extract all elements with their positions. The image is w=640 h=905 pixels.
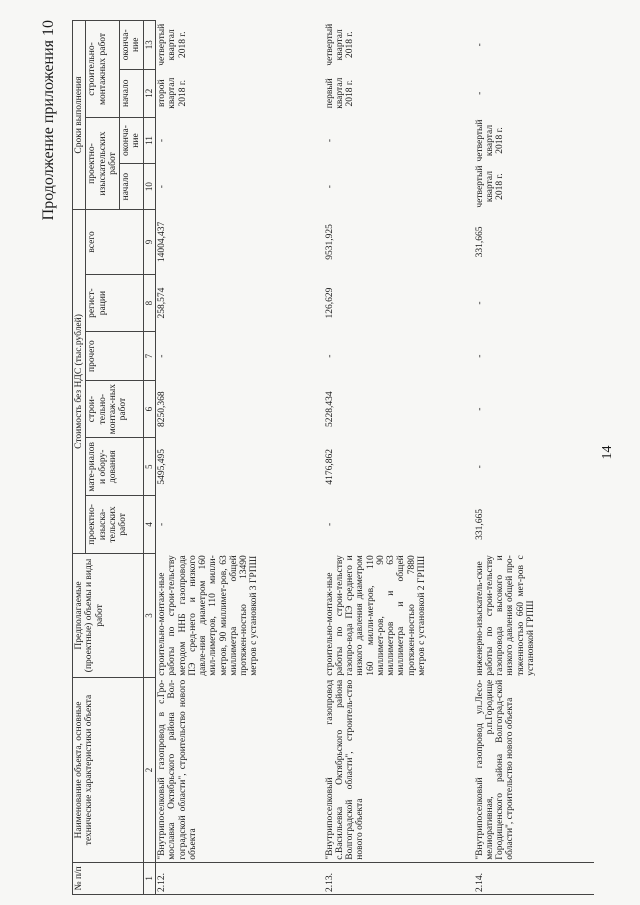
survey-start: - bbox=[324, 185, 335, 189]
cost-other: - bbox=[156, 332, 324, 380]
cost-other: - bbox=[474, 354, 485, 358]
row-number: 2.14. bbox=[474, 862, 594, 894]
object-name: "Внутрипоселковый газопровод в с.Гро-мославка Октябрьского района Вол-гоградской области", строительство нового объекта bbox=[156, 678, 324, 862]
column-number-row bbox=[143, 21, 156, 895]
column-number: 1 bbox=[143, 862, 156, 894]
cost-registration: 126,629 bbox=[324, 287, 335, 319]
column-number: 9 bbox=[143, 210, 156, 275]
page-number: 14 bbox=[600, 445, 615, 460]
row-number: 2.13. bbox=[324, 862, 474, 894]
header-cost-other: прочего bbox=[86, 332, 143, 380]
header-works: Предполагаемые (проектные) объемы и виды работ bbox=[73, 553, 144, 678]
cost-registration: 258,574 bbox=[156, 274, 324, 332]
row-number: 2.12. bbox=[156, 862, 324, 894]
header-construction-end: оконча-ние bbox=[120, 21, 144, 70]
header-cost-total: всего bbox=[86, 210, 143, 275]
cost-construction: - bbox=[474, 407, 485, 411]
header-construction-start: начало bbox=[120, 69, 144, 117]
column-number: 10 bbox=[143, 164, 156, 210]
cost-survey: 331,665 bbox=[474, 508, 485, 540]
header-cost-construction: строи-тельно-монтаж-ных работ bbox=[86, 380, 143, 438]
column-number: 8 bbox=[143, 274, 156, 332]
survey-start: четвертый квартал 2018 г. bbox=[474, 165, 506, 208]
header-cost-materials: мате-риалов и обору-дования bbox=[86, 438, 143, 496]
appendix-title: Продолжение приложения 10 bbox=[40, 20, 57, 221]
column-number: 3 bbox=[143, 553, 156, 678]
cost-survey: - bbox=[324, 522, 335, 526]
cost-total: 331,665 bbox=[474, 226, 485, 258]
cost-materials: 5495,495 bbox=[156, 438, 324, 496]
cost-construction: 8250,368 bbox=[156, 380, 324, 438]
header-num: № п/п bbox=[73, 862, 144, 894]
cost-survey: - bbox=[156, 496, 324, 554]
header-terms-construction: строительно-монтажных работ bbox=[86, 21, 120, 118]
table-row bbox=[474, 21, 594, 895]
construction-end: четвертый квартал 2018 г. bbox=[324, 23, 356, 66]
survey-end: четвертый квартал 2018 г. bbox=[474, 119, 506, 162]
cost-construction: 5228,434 bbox=[324, 391, 335, 427]
cost-total: 14004,437 bbox=[156, 210, 324, 275]
table-row bbox=[324, 21, 474, 895]
column-number: 6 bbox=[143, 380, 156, 438]
header-cost-group: Стоимость без НДС (тыс.рублей) bbox=[73, 210, 86, 554]
survey-end: - bbox=[324, 138, 335, 143]
survey-end: - bbox=[156, 117, 324, 163]
table-row bbox=[156, 21, 324, 895]
object-name: "Внутрипоселковый газопровод ул.Лесо-мелиоративная, р.п.Городище Городищенского района Волгоград-ской области", строительство нового объекта bbox=[474, 679, 516, 860]
column-number: 11 bbox=[143, 117, 156, 163]
header-cost-survey: проектно-изыска-тельских работ bbox=[86, 496, 143, 554]
works-description: строительно-монтаж-ные работы по строи-тельству газопро-вода ПЭ среднего и низкого давления диаметром 160 милли-метров, 110 миллимет-ров, 90 миллиметров и 63 миллиметра и общей протяжен-ностью 7880 метров с установкой 2 ГРПШ bbox=[324, 555, 427, 676]
column-number: 12 bbox=[143, 69, 156, 117]
column-number: 5 bbox=[143, 438, 156, 496]
header-cost-registration: регист-рации bbox=[86, 274, 143, 332]
header-terms-group: Сроки выполнения bbox=[73, 21, 86, 210]
works-description: инженерно-изыскатель-ские работы по строи-тельству газопровода высокого и низкого давления общей про-тяженностью 660 мет-ров с установкой ГРПШ bbox=[474, 555, 536, 676]
cost-total: 9531,925 bbox=[324, 224, 335, 260]
construction-start: первый квартал 2018 г. bbox=[324, 77, 356, 109]
header-name: Наименование объекта, основные технические характеристики объекта bbox=[73, 678, 144, 862]
construction-end: - bbox=[474, 43, 485, 47]
header-survey-end: оконча-ние bbox=[120, 117, 144, 163]
construction-end: четвертый квартал 2018 г. bbox=[156, 21, 324, 70]
column-number: 2 bbox=[143, 678, 156, 862]
object-name: "Внутрипоселковый газопровод с.Васильевка Октябрьского района Волгоградской области", строитель-ство нового объекта bbox=[324, 679, 366, 860]
column-number: 4 bbox=[143, 496, 156, 554]
header-survey-start: начало bbox=[120, 164, 144, 210]
construction-start: второй квартал 2018 г. bbox=[156, 69, 324, 117]
cost-materials: - bbox=[474, 465, 485, 469]
works-description: строительно-монтаж-ные работы по строи-тельству методом ННБ газопровода ПЭ сред-него и низкого давле-ния диаметром 160 мил-лиметров, 110 милли-метров, 90 миллимет-ров, 63 миллиметра общей протяжен-ностью 13490 метров с установкой 3 ГРПШ bbox=[156, 553, 324, 678]
header-terms-survey: проектно-изыскательских работ bbox=[86, 117, 120, 209]
cost-materials: 4176,862 bbox=[324, 448, 335, 485]
column-number: 7 bbox=[143, 332, 156, 380]
cost-registration: - bbox=[474, 301, 485, 305]
survey-start: - bbox=[156, 164, 324, 210]
column-number: 13 bbox=[143, 21, 156, 70]
works-table bbox=[72, 20, 594, 895]
construction-start: - bbox=[474, 91, 485, 95]
cost-other: - bbox=[324, 354, 335, 358]
